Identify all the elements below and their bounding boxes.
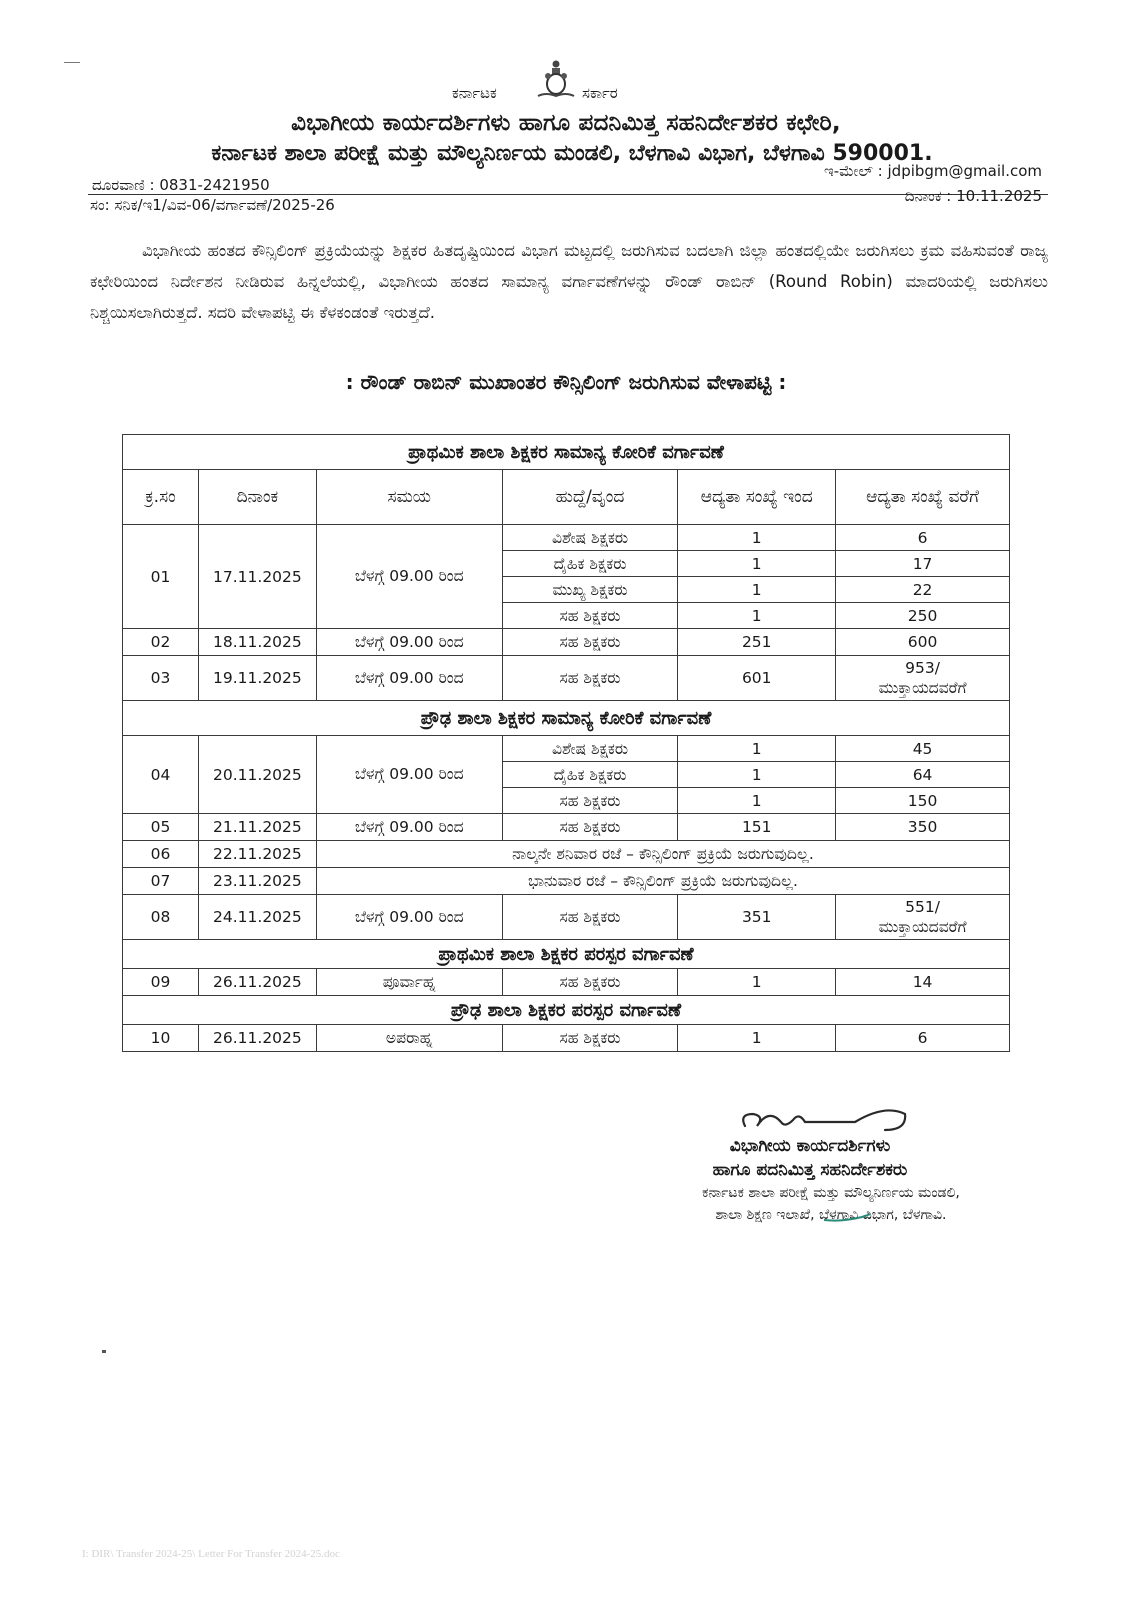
row-from: 351 bbox=[678, 895, 836, 940]
row-from: 151 bbox=[678, 814, 836, 841]
row-sno: 02 bbox=[123, 629, 199, 656]
row-to: 45 bbox=[836, 736, 1010, 762]
row-from: 1 bbox=[678, 969, 836, 996]
letter-date: ದಿನಾಂಕ : 10.11.2025 bbox=[904, 187, 1042, 205]
row-date: 17.11.2025 bbox=[198, 525, 316, 629]
row-to: 600 bbox=[836, 629, 1010, 656]
row-time: ಬೆಳಗ್ಗೆ 09.00 ರಿಂದ bbox=[316, 736, 502, 814]
table-row bbox=[123, 868, 1010, 895]
row-to: 14 bbox=[836, 969, 1010, 996]
row-time: ಬೆಳಗ್ಗೆ 09.00 ರಿಂದ bbox=[316, 525, 502, 629]
row-to: 64 bbox=[836, 762, 1010, 788]
row-sno: 09 bbox=[123, 969, 199, 996]
row-time: ಬೆಳಗ್ಗೆ 09.00 ರಿಂದ bbox=[316, 814, 502, 841]
schedule-title: : ರೌಂಡ್ ರಾಬಿನ್ ಮುಖಾಂತರ ಕೌನ್ಸಿಲಿಂಗ್ ಜರುಗಿಸುವ ವೇಳಾಪಟ್ಟಿ : bbox=[345, 370, 787, 394]
row-date: 23.11.2025 bbox=[198, 868, 316, 895]
holiday-note: ಭಾನುವಾರ ರಜೆ – ಕೌನ್ಸಿಲಿಂಗ್ ಪ್ರಕ್ರಿಯೆ ಜರುಗುವುದಿಲ್ಲ. bbox=[316, 868, 1009, 895]
office-title: ವಿಭಾಗೀಯ ಕಾರ್ಯದರ್ಶಿಗಳು ಹಾಗೂ ಪದನಿಮಿತ್ತ ಸಹನಿರ್ದೇಶಕರ ಕಛೇರಿ, bbox=[291, 110, 841, 136]
row-to-number: 551/ bbox=[905, 898, 940, 916]
row-sno: 10 bbox=[123, 1025, 199, 1052]
row-time: ಬೆಳಗ್ಗೆ 09.00 ರಿಂದ bbox=[316, 629, 502, 656]
scan-mark bbox=[64, 62, 80, 63]
row-cadre: ಸಹ ಶಿಕ್ಷಕರು bbox=[502, 656, 678, 701]
row-from: 1 bbox=[678, 788, 836, 814]
row-from: 1 bbox=[678, 1025, 836, 1052]
table-row bbox=[123, 736, 1010, 762]
row-to-text: ಮುಕ್ತಾಯದವರೆಗೆ bbox=[878, 918, 967, 936]
phone-number: ದೂರವಾಣಿ : 0831-2421950 bbox=[92, 176, 270, 194]
row-cadre: ಸಹ ಶಿಕ್ಷಕರು bbox=[502, 603, 678, 629]
table-row bbox=[123, 969, 1010, 996]
section-header-row bbox=[123, 701, 1010, 736]
signature-icon bbox=[735, 1100, 915, 1140]
section-title: ಪ್ರಾಥಮಿಕ ಶಾಲಾ ಶಿಕ್ಷಕರ ಪರಸ್ಪರ ವರ್ಗಾವಣೆ bbox=[123, 940, 1010, 969]
reference-number: ಸಂ: ಸನಿಕ/ಇ1/ವಿವ-06/ವರ್ಗಾವಣೆ/2025-26 bbox=[90, 196, 335, 214]
row-sno: 04 bbox=[123, 736, 199, 814]
row-cadre: ದೈಹಿಕ ಶಿಕ್ಷಕರು bbox=[502, 762, 678, 788]
body-paragraph: ವಿಭಾಗೀಯ ಹಂತದ ಕೌನ್ಸಿಲಿಂಗ್ ಪ್ರಕ್ರಿಯೆಯನ್ನು ಶಿಕ್ಷಕರ ಹಿತದೃಷ್ಟಿಯಿಂದ ವಿಭಾಗ ಮಟ್ಟದಲ್ಲಿ ಜರುಗಿಸುವ ಬದಲಾಗಿ ಜಿಲ್ಲಾ ಹಂತದಲ್ಲಿಯೇ ಜರುಗಿಸಲು ಕ್ರಮ ವಹಿಸುವಂತೆ ರಾಜ್ಯ ಕಛೇರಿಯಿಂದ ನಿರ್ದೇಶನ ನೀಡಿರುವ ಹಿನ್ನಲೆಯಲ್ಲಿ, ವಿಭಾಗೀಯ ಹಂತದ ಸಾಮಾನ್ಯ ವರ್ಗಾವಣೆಗಳನ್ನು ರೌಂಡ್ ರಾಬಿನ್ (Round Robin) ಮಾದರಿಯಲ್ಲಿ ಜರುಗಿಸಲು ನಿಶ್ಚಯಿಸಲಾಗಿರುತ್ತದೆ. ಸದರಿ ವೇಳಾಪಟ್ಟಿ ಈ ಕೆಳಕಂಡಂತೆ ಇರುತ್ತದೆ. bbox=[90, 241, 1048, 322]
column-header-time: ಸಮಯ bbox=[316, 470, 502, 525]
row-sno: 01 bbox=[123, 525, 199, 629]
section-header-row bbox=[123, 940, 1010, 969]
table-row bbox=[123, 1025, 1010, 1052]
row-date: 24.11.2025 bbox=[198, 895, 316, 940]
section-title: ಪ್ರಾಥಮಿಕ ಶಾಲಾ ಶಿಕ್ಷಕರ ಸಾಮಾನ್ಯ ಕೋರಿಕೆ ವರ್ಗಾವಣೆ bbox=[123, 435, 1010, 470]
row-date: 26.11.2025 bbox=[198, 969, 316, 996]
row-to: 250 bbox=[836, 603, 1010, 629]
row-date: 26.11.2025 bbox=[198, 1025, 316, 1052]
holiday-note: ನಾಲ್ಕನೇ ಶನಿವಾರ ರಜೆ – ಕೌನ್ಸಿಲಿಂಗ್ ಪ್ರಕ್ರಿಯೆ ಜರುಗುವುದಿಲ್ಲ. bbox=[316, 841, 1009, 868]
row-to: 150 bbox=[836, 788, 1010, 814]
row-sno: 06 bbox=[123, 841, 199, 868]
row-time: ಬೆಳಗ್ಗೆ 09.00 ರಿಂದ bbox=[316, 895, 502, 940]
row-to bbox=[836, 895, 1010, 940]
row-from: 1 bbox=[678, 577, 836, 603]
row-date: 19.11.2025 bbox=[198, 656, 316, 701]
row-to: 17 bbox=[836, 551, 1010, 577]
row-time: ಬೆಳಗ್ಗೆ 09.00 ರಿಂದ bbox=[316, 656, 502, 701]
row-time: ಪೂರ್ವಾಹ್ನ bbox=[316, 969, 502, 996]
section-header-row bbox=[123, 996, 1010, 1025]
signatory-board: ಕರ್ನಾಟಕ ಶಾಲಾ ಪರೀಕ್ಷೆ ಮತ್ತು ಮೌಲ್ಯನಿರ್ಣಯ ಮಂಡಲಿ, bbox=[702, 1185, 960, 1201]
row-cadre: ಮುಖ್ಯ ಶಿಕ್ಷಕರು bbox=[502, 577, 678, 603]
government-label-right: ಸರ್ಕಾರ bbox=[582, 84, 618, 102]
table-row bbox=[123, 629, 1010, 656]
row-date: 18.11.2025 bbox=[198, 629, 316, 656]
board-title: ಕರ್ನಾಟಕ ಶಾಲಾ ಪರೀಕ್ಷೆ ಮತ್ತು ಮೌಲ್ಯನಿರ್ಣಯ ಮಂಡಲಿ, ಬೆಳಗಾವಿ ವಿಭಾಗ, ಬೆಳಗಾವಿ 590001. bbox=[211, 141, 933, 166]
column-header-priority-to: ಆದ್ಯತಾ ಸಂಖ್ಯೆ ವರೆಗೆ bbox=[836, 470, 1010, 525]
signatory-title: ವಿಭಾಗೀಯ ಕಾರ್ಯದರ್ಶಿಗಳು bbox=[729, 1136, 891, 1156]
row-sno: 05 bbox=[123, 814, 199, 841]
row-to-number: 953/ bbox=[905, 659, 940, 677]
table-row bbox=[123, 841, 1010, 868]
table-row bbox=[123, 525, 1010, 551]
karnataka-emblem-icon bbox=[536, 58, 576, 102]
section-title: ಪ್ರೌಢ ಶಾಲಾ ಶಿಕ್ಷಕರ ಪರಸ್ಪರ ವರ್ಗಾವಣೆ bbox=[123, 996, 1010, 1025]
row-from: 601 bbox=[678, 656, 836, 701]
initial-mark-icon bbox=[822, 1212, 872, 1222]
row-to bbox=[836, 656, 1010, 701]
table-row bbox=[123, 895, 1010, 940]
row-date: 21.11.2025 bbox=[198, 814, 316, 841]
row-cadre: ಸಹ ಶಿಕ್ಷಕರು bbox=[502, 814, 678, 841]
signatory-subtitle: ಹಾಗೂ ಪದನಿಮಿತ್ತ ಸಹನಿರ್ದೇಶಕರು bbox=[712, 1160, 908, 1180]
row-from: 1 bbox=[678, 525, 836, 551]
row-cadre: ಸಹ ಶಿಕ್ಷಕರು bbox=[502, 1025, 678, 1052]
row-from: 1 bbox=[678, 551, 836, 577]
row-from: 1 bbox=[678, 762, 836, 788]
column-header-sno: ಕ್ರ.ಸಂ bbox=[123, 470, 199, 525]
column-header-priority-from: ಆದ್ಯತಾ ಸಂಖ್ಯೆ ಇಂದ bbox=[678, 470, 836, 525]
row-to: 350 bbox=[836, 814, 1010, 841]
row-cadre: ದೈಹಿಕ ಶಿಕ್ಷಕರು bbox=[502, 551, 678, 577]
row-cadre: ವಿಶೇಷ ಶಿಕ್ಷಕರು bbox=[502, 525, 678, 551]
scan-speck bbox=[102, 1350, 106, 1353]
column-header-date: ದಿನಾಂಕ bbox=[198, 470, 316, 525]
row-to: 6 bbox=[836, 525, 1010, 551]
table-row bbox=[123, 814, 1010, 841]
row-to: 6 bbox=[836, 1025, 1010, 1052]
row-cadre: ವಿಶೇಷ ಶಿಕ್ಷಕರು bbox=[502, 736, 678, 762]
counselling-schedule-table bbox=[122, 434, 1010, 1052]
row-cadre: ಸಹ ಶಿಕ್ಷಕರು bbox=[502, 788, 678, 814]
section-header-row bbox=[123, 435, 1010, 470]
row-from: 1 bbox=[678, 736, 836, 762]
row-to: 22 bbox=[836, 577, 1010, 603]
table-row bbox=[123, 656, 1010, 701]
section-title: ಪ್ರೌಢ ಶಾಲಾ ಶಿಕ್ಷಕರ ಸಾಮಾನ್ಯ ಕೋರಿಕೆ ವರ್ಗಾವಣೆ bbox=[123, 701, 1010, 736]
row-to-text: ಮುಕ್ತಾಯದವರೆಗೆ bbox=[878, 679, 967, 697]
column-header-row bbox=[123, 470, 1010, 525]
government-label-left: ಕರ್ನಾಟಕ bbox=[452, 84, 497, 102]
row-from: 1 bbox=[678, 603, 836, 629]
row-time: ಅಪರಾಹ್ನ bbox=[316, 1025, 502, 1052]
signatory-department: ಶಾಲಾ ಶಿಕ್ಷಣ ಇಲಾಖೆ, ಬೆಳಗಾವಿ ವಿಭಾಗ, ಬೆಳಗಾವಿ. bbox=[715, 1207, 947, 1223]
row-sno: 08 bbox=[123, 895, 199, 940]
row-cadre: ಸಹ ಶಿಕ್ಷಕರು bbox=[502, 969, 678, 996]
row-from: 251 bbox=[678, 629, 836, 656]
email-address: ಇ-ಮೇಲ್ : jdpibgm@gmail.com bbox=[823, 162, 1042, 180]
file-path-footer: I: DIR\ Transfer 2024-25\ Letter For Transfer 2024-25.doc bbox=[82, 1548, 340, 1560]
row-sno: 07 bbox=[123, 868, 199, 895]
row-date: 22.11.2025 bbox=[198, 841, 316, 868]
row-cadre: ಸಹ ಶಿಕ್ಷಕರು bbox=[502, 895, 678, 940]
column-header-cadre: ಹುದ್ದೆ/ವೃಂದ bbox=[502, 470, 678, 525]
row-sno: 03 bbox=[123, 656, 199, 701]
row-date: 20.11.2025 bbox=[198, 736, 316, 814]
row-cadre: ಸಹ ಶಿಕ್ಷಕರು bbox=[502, 629, 678, 656]
